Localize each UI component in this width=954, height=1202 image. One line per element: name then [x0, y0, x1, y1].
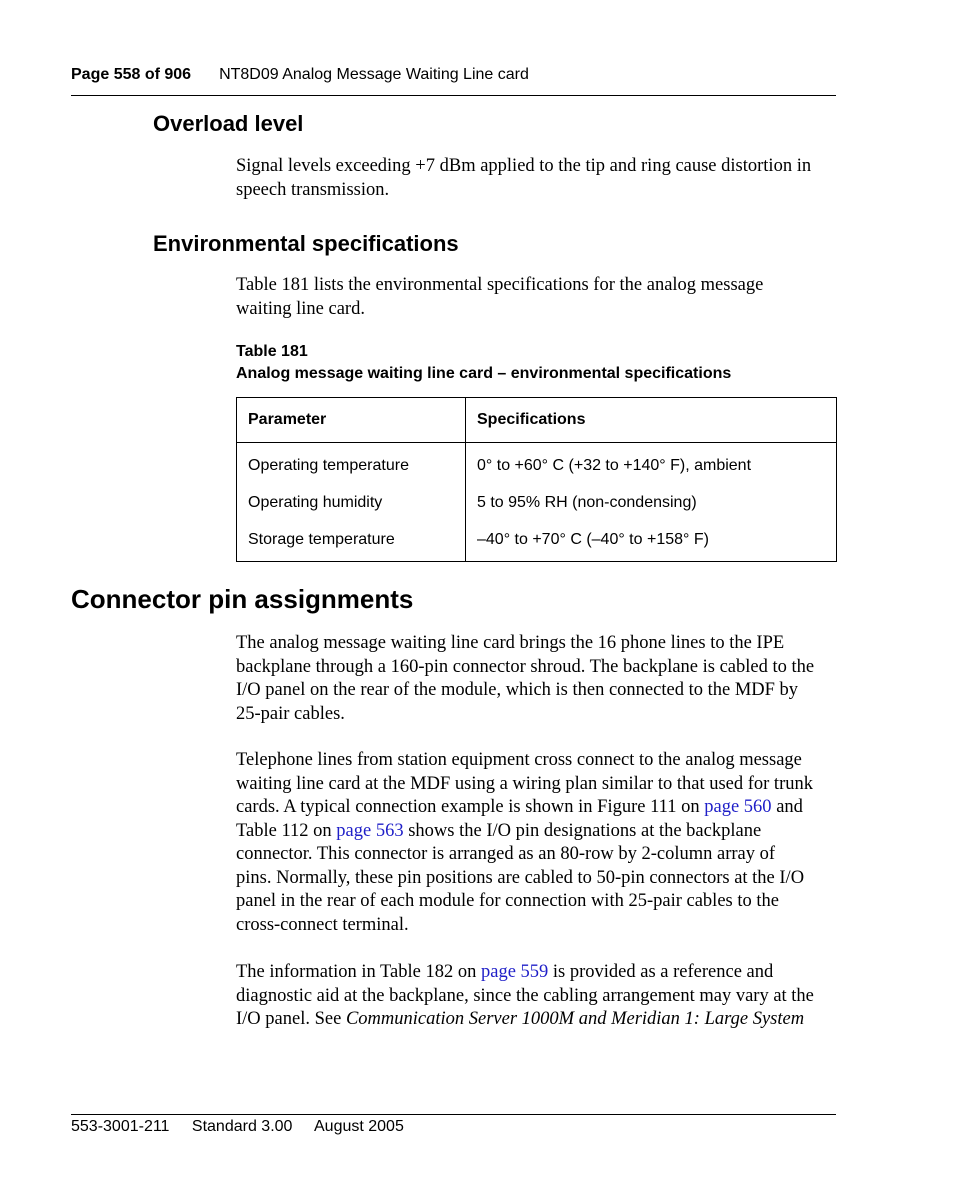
- header-rule: [71, 95, 836, 96]
- overload-paragraph: [236, 155, 836, 202]
- text-line: backplane through a 160-pin connector shroud. The backplane is cabled to the: [236, 656, 815, 677]
- running-header: [71, 66, 529, 84]
- page-559-link[interactable]: page 559: [480, 962, 549, 982]
- overload-heading: Overload level: [153, 111, 304, 136]
- table-caption: [236, 341, 731, 385]
- table-cell: Operating humidity: [237, 484, 466, 521]
- text-run: and: [771, 797, 803, 817]
- text-line: diagnostic aid at the backplane, since the cabling arrangement may vary at the: [236, 985, 814, 1006]
- text-line: pins. Normally, these pin positions are cabled to 50-pin connectors at the I/O: [236, 867, 805, 888]
- footer-rule: [71, 1114, 836, 1115]
- document-title: NT8D09 Analog Message Waiting Line card: [219, 66, 529, 83]
- connector-paragraph-3: [236, 961, 836, 1032]
- page-number: Page 558 of 906: [71, 66, 192, 83]
- table-row: [237, 443, 837, 485]
- table-cell: –40° to +70° C (–40° to +158° F): [477, 530, 709, 548]
- environmental-paragraph: [236, 274, 836, 321]
- table-row: [237, 484, 837, 521]
- text-line: [236, 961, 836, 985]
- text-line: panel in the rear of each module for connection with 25-pair cables to the: [236, 891, 779, 911]
- connector-paragraph-2: [236, 749, 836, 937]
- text-run: The information in Table 182 on: [236, 962, 481, 982]
- document-reference: Communication Server 1000M and Meridian 1: Large System: [345, 1009, 805, 1029]
- connector-heading: Connector pin assignments: [71, 584, 414, 614]
- text-line: cross-connect terminal.: [236, 914, 409, 935]
- publication-date: August 2005: [314, 1118, 404, 1135]
- text-line: I/O panel on the rear of the module, which is then connected to the MDF by: [236, 680, 799, 700]
- column-header-specifications: Specifications: [466, 398, 837, 443]
- text-line: speech transmission.: [236, 179, 390, 200]
- environmental-heading: Environmental specifications: [153, 231, 459, 256]
- page-560-link[interactable]: page 560: [704, 797, 772, 817]
- text-line: Telephone lines from station equipment cross connect to the analog message: [236, 750, 802, 770]
- table-number: Table 181: [236, 343, 308, 360]
- text-run: Table 112 on: [236, 820, 337, 841]
- document-number: 553-3001-211: [71, 1118, 170, 1135]
- text-line: connector. This connector is arranged as an 80-row by 2-column array of: [236, 844, 776, 864]
- table-header-row: [237, 398, 837, 443]
- text-run: is provided as a reference and: [548, 962, 774, 982]
- connector-paragraph-1: [236, 632, 836, 726]
- table-cell: 0° to +60° C (+32 to +140° F), ambient: [477, 456, 752, 474]
- page-563-link[interactable]: page 563: [336, 820, 404, 841]
- text-run: I/O panel. See: [236, 1009, 346, 1029]
- table-cell: Storage temperature: [237, 521, 466, 562]
- table-cell: Operating temperature: [237, 443, 466, 485]
- text-run: cards. A typical connection example is shown in Figure 111 on: [236, 797, 705, 817]
- text-run: shows the I/O pin designations at the backplane: [403, 820, 762, 841]
- table-row: [237, 521, 837, 562]
- running-footer: [71, 1118, 422, 1136]
- standard-version: Standard 3.00: [191, 1118, 293, 1135]
- text-line: waiting line card.: [236, 298, 365, 319]
- text-line: Table 181 lists the environmental specifications for the analog message: [236, 275, 764, 295]
- text-line: [236, 796, 836, 820]
- text-line: waiting line card at the MDF using a wiring plan similar to that used for trunk: [236, 773, 813, 794]
- column-header-parameter: Parameter: [237, 398, 466, 443]
- text-line: [236, 820, 836, 844]
- text-line: Signal levels exceeding +7 dBm applied to the tip and ring cause distortion in: [236, 156, 812, 176]
- table-cell: 5 to 95% RH (non-condensing): [477, 493, 697, 511]
- table-title: Analog message waiting line card – environmental specifications: [236, 365, 732, 382]
- text-line: [236, 1008, 836, 1032]
- text-line: The analog message waiting line card brings the 16 phone lines to the IPE: [236, 633, 785, 653]
- text-line: 25-pair cables.: [236, 703, 345, 724]
- environmental-spec-table: [236, 397, 837, 562]
